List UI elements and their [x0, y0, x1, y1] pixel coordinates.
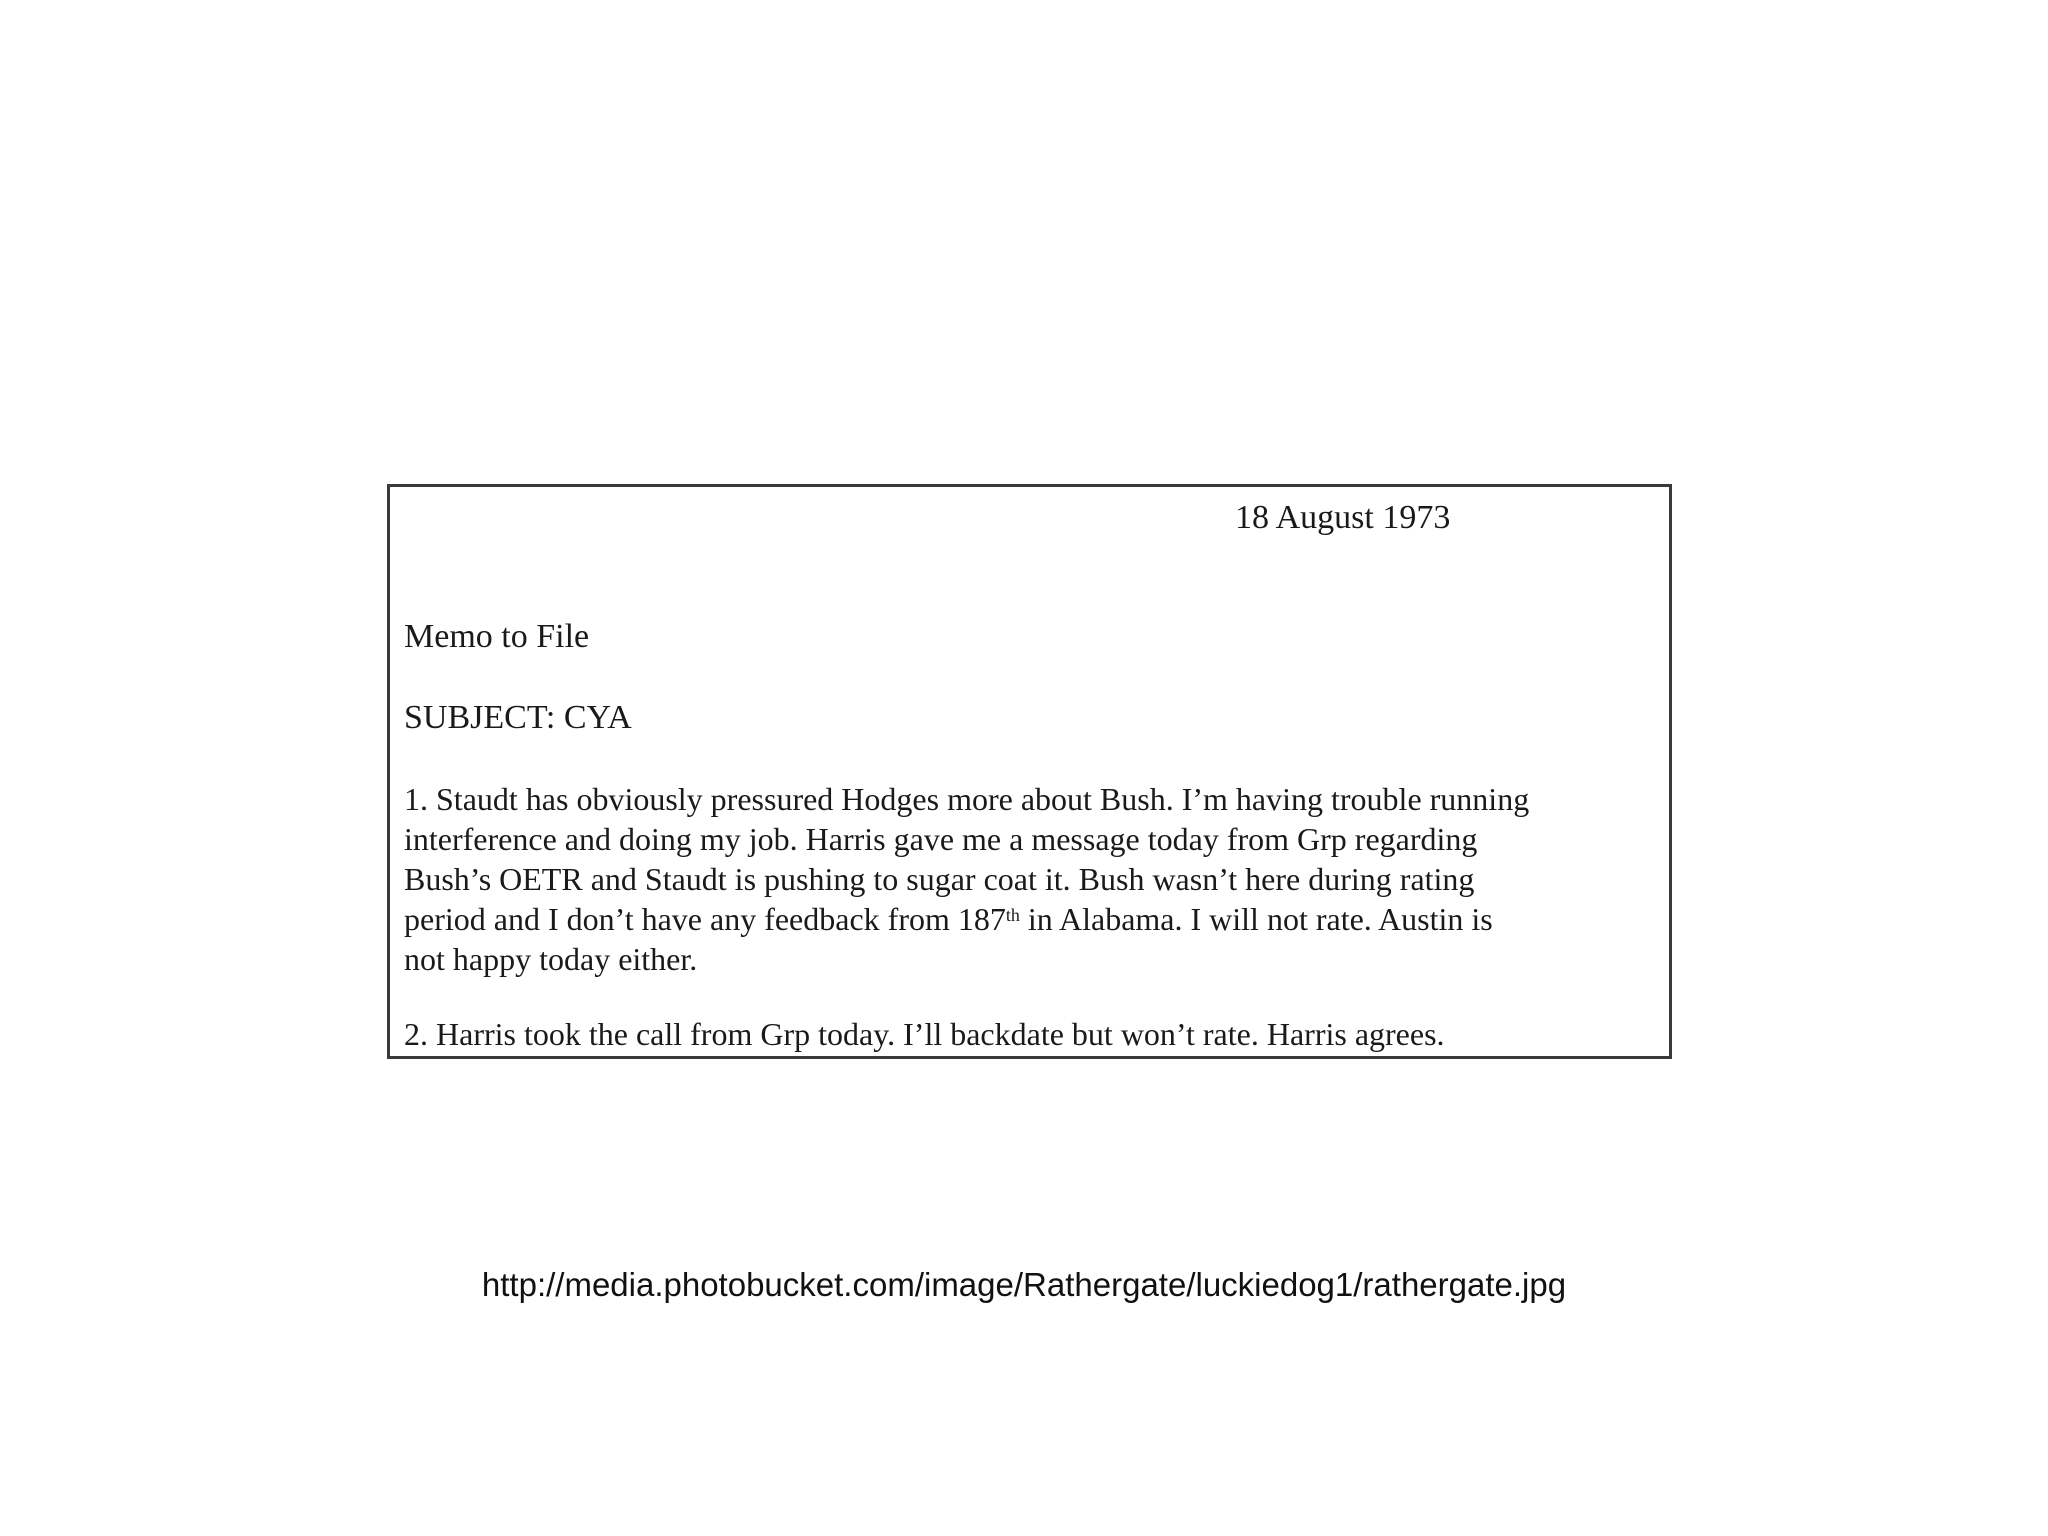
ordinal-suffix: th	[1005, 905, 1020, 925]
line-text: period and I don’t have any feedback from 187	[404, 901, 1006, 937]
memo-document	[387, 484, 1672, 1059]
memo-subject: SUBJECT: CYA	[404, 699, 632, 736]
paragraph-1-line	[404, 899, 1654, 939]
memo-paragraph-2: 2. Harris took the call from Grp today. I’ll backdate but won’t rate. Harris agrees.	[404, 1016, 1445, 1052]
paragraph-1-line: 1. Staudt has obviously pressured Hodges more about Bush. I’m having trouble running	[404, 781, 1530, 817]
paragraph-1-line: interference and doing my job. Harris gave me a message today from Grp regarding	[404, 821, 1478, 857]
source-url-caption: http://media.photobucket.com/image/Rathergate/luckiedog1/rathergate.jpg	[481, 1266, 1567, 1303]
paragraph-1-line: not happy today either.	[404, 941, 698, 977]
memo-recipient: Memo to File	[404, 618, 590, 655]
memo-date: 18 August 1973	[1235, 499, 1451, 536]
memo-paragraph-1	[404, 779, 1654, 979]
line-text: in Alabama. I will not rate. Austin is	[1019, 901, 1493, 937]
paragraph-1-line: Bush’s OETR and Staudt is pushing to sugar coat it. Bush wasn’t here during rating	[404, 861, 1475, 897]
